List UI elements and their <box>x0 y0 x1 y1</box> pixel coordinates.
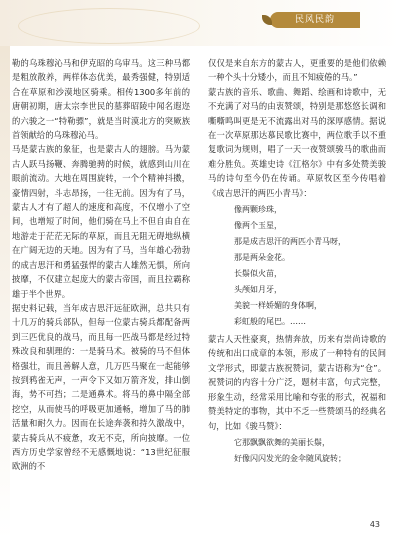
paragraph: 蒙古族的音乐、歌曲、舞蹈、绘画和诗歌中，无不充满了对马的由衷赞颂，特别是那悠悠长调和嘶嘶鸣叫更是无不流露出对马的深厚感情。据说在一次草原那达慕民歌比赛中，两位歌手以不重复歌词为规则，唱了一天一夜赞颂骏马的歌曲而难分胜负。英雄史诗《江格尔》中有多处赞美骏马的诗句至今仍在传诵。草原牧区至今传唱着《成吉思汗的两匹小青马》： <box>208 86 386 198</box>
poem-line: 那是两朵金花。 <box>234 253 290 263</box>
poem-line: 它那飘飘欲舞的美丽长鬃， <box>234 437 330 447</box>
poem-line: 彩虹般的尾巴。…… <box>234 317 306 327</box>
swirl-ornament-icon <box>18 8 200 44</box>
poem-line: 那是成吉思汗的两匹小青马呀， <box>234 237 346 247</box>
paragraph: 勒的乌珠穆沁马和伊克昭的乌审马。这三种马都是粗放散养，两样体态优美，最秀强健，特别适合在草原和沙漠地区骑乘。相传1300多年前的唐朝初期，唐太宗李世民的墓葬昭陵中闻名遐迩的六骏之一“特勒骠”，就是当时漠北方的突厥族首领献给的乌珠穆沁马。 <box>12 58 190 141</box>
page-number: 43 <box>369 520 380 529</box>
right-column <box>208 56 386 469</box>
paragraph: 马是蒙古族的象征，也是蒙古人的翅膀。马为蒙古人跃马扬鞭、奔腾驰骋的时候，就感到山川在眼前流动。大地在周围旋转，一个个精神抖擞，豪情四射，斗志昂扬，一往无前。因为有了马，蒙古人才有了超人的速度和高度，不仅增小了空间，也增短了时间，他们骑在马上不但自由自在地游走于茫茫无际的草原，而且无阻无碍地纵横在广阔无边的天地。因为有了马，当年雄心勃勃的成吉思汗和勇猛强悍的蒙古人雄然无惧，所向披靡，不仅建立起庞大的蒙古帝国，而且拉霸称雄于半个世界。 <box>12 144 190 299</box>
poem-line: 像两颗珍珠， <box>234 205 282 215</box>
poem-block-2 <box>234 435 386 467</box>
poem-block <box>234 202 386 330</box>
poem-line: 美貌一样娇媚的身体啊， <box>234 301 322 311</box>
paragraph: 仅仅是来自东方的蒙古人，更重要的是他们依赖一种个头十分矮小，而且不知疲倦的马。” <box>208 58 386 83</box>
poem-line: 头颅如月牙， <box>234 285 282 295</box>
section-title-tag <box>270 12 360 28</box>
poem-line: 好像闪闪发光的金伞随风旋转； <box>234 453 346 463</box>
paragraph: 据史料记载，当年成吉思汗远征欧洲，总共只有十几万的骑兵部队，但每一位蒙古骑兵都配备两到三匹优良的战马，而且每一匹战马都是经过特殊改良和驯理的：一是骑马术。被骑的马不但体格强壮，而且善解人意，几万匹马聚在一起能够按到鸦雀无声，一声令下又如万箭齐发，排山倒海，势不可挡；二是通鼻术。将马的鼻中隔全部挖空，从而使马的呼吸更加通畅，增加了马的肺活量和耐久力。因而在长途奔袭和持久激战中，蒙古骑兵从不疲惫，攻无不克，所向披靡。一位西方历史学家曾经不无感慨地说：“13世纪征服欧洲的不 <box>12 302 190 472</box>
paragraph: 蒙古人天性豪爽，热情奔放，历来有崇尚诗歌的传统和出口成章的本领，形成了一种特有的民间文学形式，即蒙古族祝赞词，蒙古语称为“仓”。祝赞词的内容十分广泛，题材丰富，句式完整，形象生动，经常采用比喻和夸张的形式，祝福和赞美特定的事物，其中不乏一些赞颂马的经典名句，比如《骏马赞》： <box>208 334 386 431</box>
section-title: 民风民韵 <box>294 15 335 25</box>
poem-line: 长鬃似火苗， <box>234 269 282 279</box>
poem-line: 像两个玉星， <box>234 221 282 231</box>
side-decoration <box>0 46 10 539</box>
left-column <box>12 56 190 474</box>
